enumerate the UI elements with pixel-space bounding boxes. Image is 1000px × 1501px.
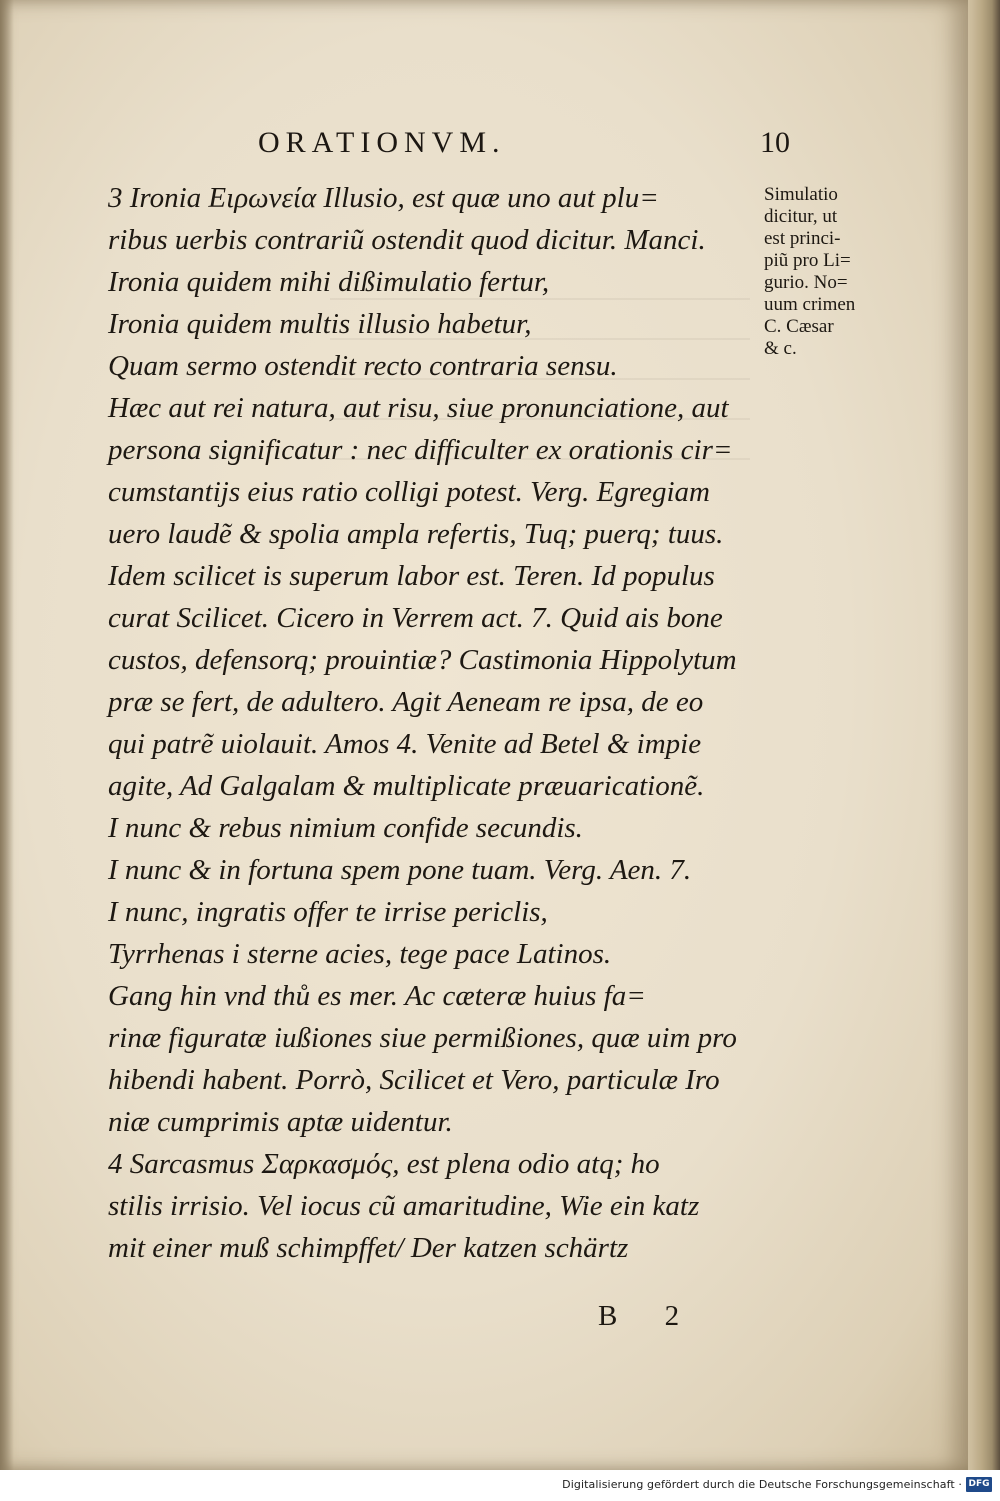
marginal-note-line: Simulatio [764, 184, 838, 205]
text-line: curat Scilicet. Cicero in Verrem act. 7. Quid ais bone [108, 602, 723, 634]
marginal-note-line: dicitur, ut [764, 206, 838, 227]
marginal-note-line: & c. [764, 338, 797, 359]
text-line: præ se fert, de adultero. Agit Aeneam re ipsa, de eo [108, 686, 704, 718]
text-line: niæ cumprimis aptæ uidentur. [108, 1106, 453, 1138]
text-line: Ironia quidem mihi dißimulatio fertur, [108, 266, 550, 298]
text-line: qui patrẽ uiolauit. Amos 4. Venite ad Betel & impie [108, 728, 702, 760]
text-line: hibendi habent. Porrò, Scilicet et Vero, particulæ Iro [108, 1064, 720, 1096]
text-line: Quam sermo ostendit recto contraria sensu. [108, 350, 618, 382]
text-line: stilis irrisio. Vel iocus cũ amaritudine, Wie ein katz [108, 1190, 700, 1222]
footer-credit: Digitalisierung gefördert durch die Deutsche Forschungsgemeinschaft · [562, 1478, 962, 1491]
text-line: rinæ figuratæ iußiones siue permißiones, quæ uim pro [108, 1022, 737, 1054]
marginal-note-line: est princi- [764, 228, 841, 249]
text-line: persona significatur : nec difficulter ex orationis cir= [108, 434, 733, 466]
page-number: 10 [760, 126, 790, 159]
text-line: I nunc & rebus nimium confide secundis. [108, 812, 583, 844]
page-gutter-shadow [0, 0, 14, 1470]
text-line: agite, Ad Galgalam & multiplicate præuaricationẽ. [108, 770, 705, 802]
text-line: I nunc, ingratis offer te irrise periclis, [108, 896, 548, 928]
dfg-logo: DFG [966, 1477, 992, 1492]
text-line: ribus uerbis contrariũ ostendit quod dicitur. Manci. [108, 224, 706, 256]
text-line: uero laudẽ & spolia ampla refertis, Tuq; puerq; tuus. [108, 518, 724, 550]
text-line: Tyrrhenas i sterne acies, tege pace Latinos. [108, 938, 612, 970]
text-line: I nunc & in fortuna spem pone tuam. Verg. Aen. 7. [108, 854, 692, 886]
marginal-note-line: uum crimen [764, 294, 856, 315]
marginal-note-line: C. Cæsar [764, 316, 834, 337]
marginal-note-line: gurio. No= [764, 272, 848, 293]
text-line: Hæc aut rei natura, aut risu, siue pronunciatione, aut [108, 392, 729, 424]
digitization-footer [0, 1470, 1000, 1501]
text-line: mit einer muß schimpffet/ Der katzen schärtz [108, 1232, 629, 1264]
running-head: ORATIONVM. [258, 126, 506, 159]
marginal-note-line: piũ pro Li= [764, 250, 851, 271]
text-line: cumstantijs eius ratio colligi potest. Verg. Egregiam [108, 476, 710, 508]
text-line: 4 Sarcasmus Σαρκασμός, est plena odio atq; ho [108, 1148, 660, 1180]
text-line: custos, defensorq; prouintiæ? Castimonia Hippolytum [108, 644, 737, 676]
text-line: Ironia quidem multis illusio habetur, [108, 308, 532, 340]
text-line: Gang hin vnd thů es mer. Ac cæteræ huius fa= [108, 980, 646, 1012]
text-line: 3 Ironia Ειρωνεία Illusio, est quæ uno aut plu= [108, 182, 659, 214]
text-line: Idem scilicet is superum labor est. Teren. Id populus [108, 560, 715, 592]
signature-mark: B 2 [598, 1300, 700, 1332]
